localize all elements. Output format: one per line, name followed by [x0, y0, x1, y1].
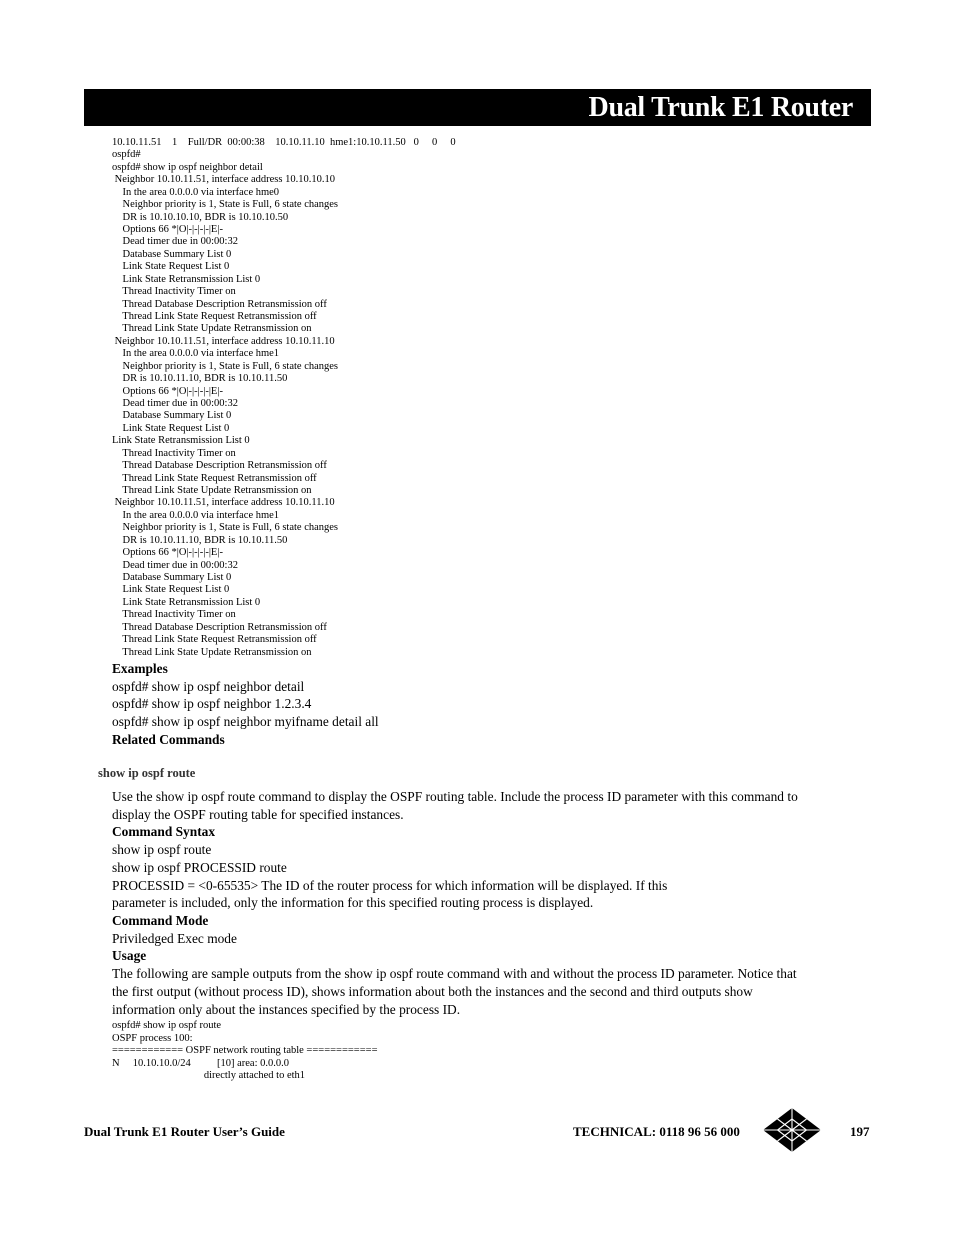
output-line: ospfd# show ip ospf route [112, 1020, 222, 1031]
header-bar [84, 89, 871, 126]
output-line: Thread Link State Update Retransmission on [112, 485, 312, 497]
output-line: Options 66 *|O|-|-|-|-|E|- [112, 385, 223, 397]
syntax-line: show ip ospf route [112, 842, 212, 857]
output-line: DR is 10.10.11.10, BDR is 10.10.11.50 [112, 534, 288, 546]
examples-heading: Examples [112, 661, 168, 676]
output-line: DR is 10.10.10.10, BDR is 10.10.10.50 [112, 211, 289, 223]
output-line: Thread Link State Request Retransmission off [112, 634, 317, 646]
footer-guide-title: Dual Trunk E1 Router User’s Guide [84, 1124, 285, 1139]
output-line: Neighbor priority is 1, State is Full, 6 state changes [112, 360, 339, 372]
output-line: Thread Link State Update Retransmission on [112, 323, 312, 335]
footer-technical-phone: TECHNICAL: 0118 96 56 000 [573, 1124, 740, 1139]
related-commands-heading: Related Commands [112, 732, 225, 747]
output-line: Thread Link State Request Retransmission off [112, 311, 317, 323]
output-line: Thread Inactivity Timer on [112, 447, 236, 459]
output-line: Database Summary List 0 [112, 248, 232, 260]
syntax-line: show ip ospf PROCESSID route [112, 860, 287, 875]
example-line: ospfd# show ip ospf neighbor myifname detail all [112, 714, 379, 729]
page-title: Dual Trunk E1 Router [588, 92, 853, 123]
output-line: Dead timer due in 00:00:32 [112, 398, 238, 410]
footer-page-number: 197 [850, 1124, 870, 1139]
example-line: ospfd# show ip ospf neighbor detail [112, 679, 305, 694]
output-line: In the area 0.0.0.0 via interface hme1 [112, 509, 280, 521]
output-line: Dead timer due in 00:00:32 [112, 559, 238, 571]
output-line: Thread Database Description Retransmission off [112, 298, 327, 310]
output-line: Thread Database Description Retransmission off [112, 460, 327, 472]
output-line: directly attached to eth1 [112, 1070, 306, 1081]
output-line: Thread Link State Update Retransmission on [112, 646, 312, 658]
output-line: Options 66 *|O|-|-|-|-|E|- [112, 547, 223, 559]
output-line: Neighbor priority is 1, State is Full, 6 state changes [112, 199, 339, 211]
output-line: Neighbor priority is 1, State is Full, 6 state changes [112, 522, 339, 534]
output-line: 10.10.11.51 1 Full/DR 00:00:38 10.10.11.10 hme1:10.10.11.50 0 0 0 [112, 137, 456, 148]
command-mode-heading: Command Mode [112, 913, 209, 928]
output-line: Link State Retransmission List 0 [112, 273, 261, 285]
output-line: Database Summary List 0 [112, 572, 232, 584]
output-line: Options 66 *|O|-|-|-|-|E|- [112, 224, 223, 235]
output-line: Neighbor 10.10.11.51, interface address 10.10.11.10 [112, 335, 335, 347]
output-line: ============ OSPF network routing table ============ [112, 1045, 378, 1056]
syntax-line: PROCESSID = <0-65535> The ID of the router process for which information will be displayed. If this [112, 878, 668, 893]
section-heading: show ip ospf route [98, 766, 196, 780]
usage-heading: Usage [112, 948, 147, 963]
output-line: Thread Inactivity Timer on [112, 609, 236, 621]
output-line: ospfd# show ip ospf neighbor detail [112, 161, 263, 173]
black-box-logo-icon [763, 1108, 821, 1152]
output-line: DR is 10.10.11.10, BDR is 10.10.11.50 [112, 373, 288, 385]
output-line: Neighbor 10.10.11.51, interface address 10.10.11.10 [112, 497, 335, 509]
output-line: Link State Retransmission List 0 [112, 435, 250, 447]
output-line: Link State Retransmission List 0 [112, 596, 261, 608]
output-line: N 10.10.10.0/24 [10] area: 0.0.0.0 [112, 1057, 290, 1069]
output-line: Thread Link State Request Retransmission off [112, 472, 317, 484]
usage-line: information only about the instances specified by the process ID. [112, 1002, 461, 1017]
output-line: Neighbor 10.10.11.51, interface address 10.10.10.10 [112, 174, 335, 186]
syntax-line: parameter is included, only the information for this specified routing process is displayed. [112, 895, 594, 910]
output-line: Link State Request List 0 [112, 422, 230, 434]
command-syntax-heading: Command Syntax [112, 824, 216, 839]
output-line: Dead timer due in 00:00:32 [112, 236, 238, 248]
output-line: Database Summary List 0 [112, 410, 232, 422]
output-line: In the area 0.0.0.0 via interface hme1 [112, 348, 280, 360]
description-line: display the OSPF routing table for specified instances. [112, 807, 404, 822]
output-line: Link State Request List 0 [112, 584, 230, 596]
command-mode-text: Priviledged Exec mode [112, 931, 237, 946]
usage-line: The following are sample outputs from the show ip ospf route command with and without the process ID parameter. Notice that [112, 966, 797, 981]
output-line: ospfd# [112, 149, 141, 161]
output-line: Link State Request List 0 [112, 261, 230, 273]
output-line: Thread Inactivity Timer on [112, 286, 236, 298]
usage-line: the first output (without process ID), shows information about both the instances and the second and third outputs show [112, 984, 753, 999]
output-line: In the area 0.0.0.0 via interface hme0 [112, 186, 280, 198]
output-line: Thread Database Description Retransmission off [112, 621, 327, 633]
example-line: ospfd# show ip ospf neighbor 1.2.3.4 [112, 696, 312, 711]
output-line: OSPF process 100: [112, 1032, 193, 1044]
description-line: Use the show ip ospf route command to display the OSPF routing table. Include the process ID parameter with this command to [112, 789, 798, 804]
